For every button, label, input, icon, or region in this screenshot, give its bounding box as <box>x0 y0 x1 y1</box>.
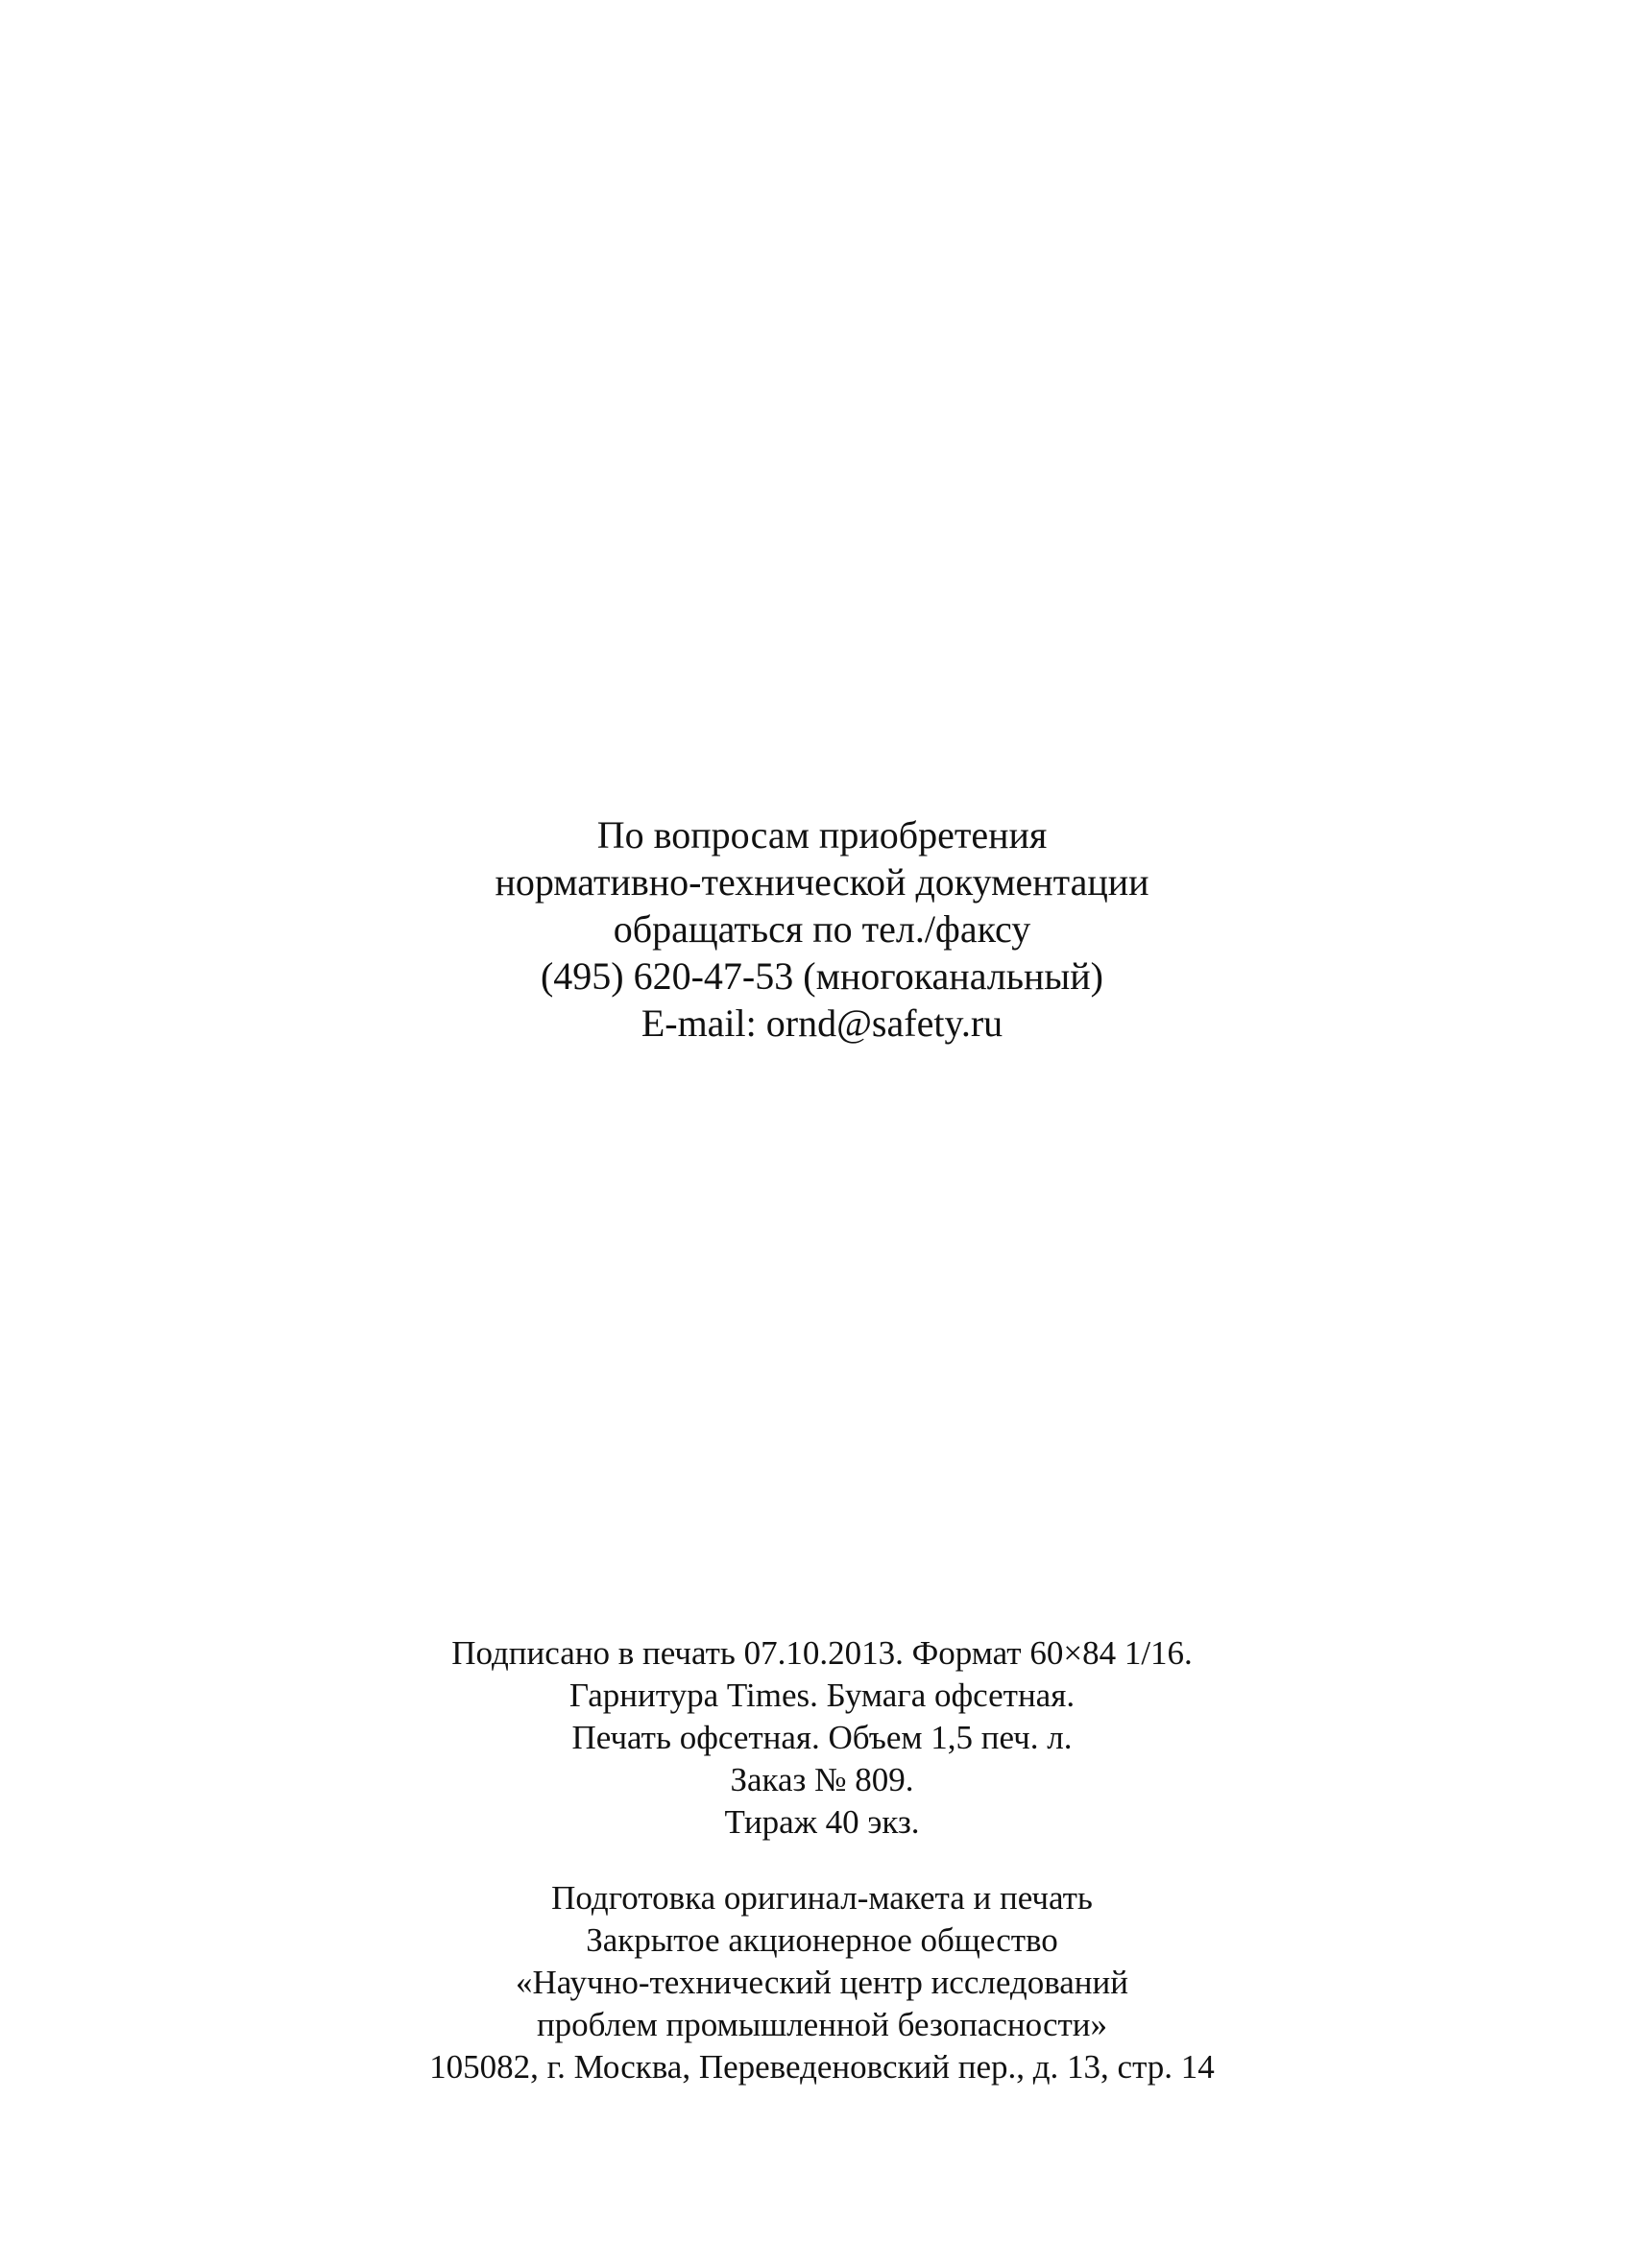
contact-line-documentation: нормативно-технической документации <box>495 860 1149 904</box>
imprint-circulation: Тираж 40 экз. <box>724 1803 920 1841</box>
contact-info <box>0 811 1644 1047</box>
imprint-typeface-paper: Гарнитура Times. Бумага офсетная. <box>568 1677 1076 1714</box>
publisher-info <box>0 1877 1644 2088</box>
imprint-order-number: Заказ № 809. <box>730 1761 914 1798</box>
publisher-preparation: Подготовка оригинал-макета и печать <box>551 1879 1093 1917</box>
contact-line-phone-label: обращаться по тел./факсу <box>613 907 1031 951</box>
imprint-info <box>0 1632 1644 1844</box>
publisher-company-name-1: «Научно-технический центр исследований <box>515 1964 1128 2001</box>
publisher-company-name-2: проблем промышленной безопасности» <box>536 2006 1108 2043</box>
publisher-company-type: Закрытое акционерное общество <box>586 1921 1058 1959</box>
imprint-print-volume: Печать офсетная. Объем 1,5 печ. л. <box>571 1719 1073 1756</box>
contact-phone: (495) 620-47-53 (многоканальный) <box>540 954 1104 998</box>
contact-line-purchase: По вопросам приобретения <box>596 813 1048 857</box>
contact-email: E-mail: ornd@safety.ru <box>641 1001 1003 1045</box>
imprint-signed-format: Подписано в печать 07.10.2013. Формат 60×84 1/16. <box>451 1634 1193 1672</box>
publisher-address: 105082, г. Москва, Переведеновский пер., д. 13, стр. 14 <box>429 2048 1215 2086</box>
